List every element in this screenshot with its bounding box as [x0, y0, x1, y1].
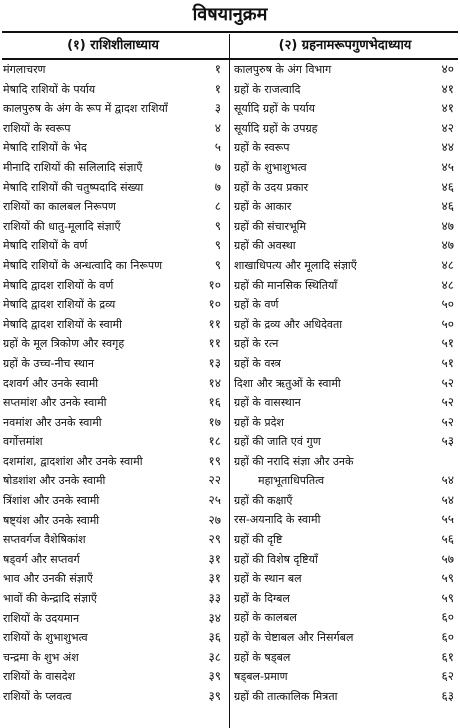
toc-entry-page: ५३	[441, 434, 454, 449]
toc-entry	[234, 589, 456, 609]
toc-entry-page: ५९	[441, 590, 454, 605]
toc-entry-page: ५६	[441, 532, 454, 547]
toc-entry	[3, 648, 223, 668]
toc-entry-title: राशियों के उदयमान	[3, 611, 80, 625]
toc-entry-title: षष्ट्यंश और उनके स्वामी	[3, 513, 100, 527]
toc-entry-page: ५५	[441, 512, 454, 527]
toc-entry	[234, 452, 456, 491]
toc-entry	[3, 511, 223, 531]
toc-entry	[3, 276, 223, 296]
toc-entry-title: ग्रहों की नरादि संज्ञा और उनके	[234, 454, 354, 468]
toc-entry-page: ६०	[441, 630, 454, 645]
toc-entry	[3, 432, 223, 452]
toc-entry-title: ग्रहों के वासस्थान	[234, 396, 301, 410]
toc-entry-title: सूर्यादि ग्रहों के उपग्रह	[234, 121, 318, 135]
toc-entry-page: ५०	[441, 316, 454, 331]
toc-entry	[3, 413, 223, 433]
toc-entry-title: वर्गोत्तमांश	[3, 435, 43, 449]
toc-entry-page: ३९	[208, 669, 221, 684]
toc-entry	[3, 178, 223, 198]
toc-entry	[3, 217, 223, 237]
toc-entry-title: ग्रहों की तात्कालिक मित्रता	[234, 689, 338, 703]
toc-entry	[3, 452, 223, 472]
right-column-heading: (२) ग्रहनामरूपगुणभेदाध्याय	[278, 38, 412, 53]
toc-entry-title: षड्बल-प्रमाण	[234, 670, 288, 684]
toc-entry-title: मेषादि राशियों की चतुष्पदादि संख्या	[3, 180, 144, 194]
toc-entry-title: राशियों का कालबल निरूपण	[3, 200, 116, 214]
toc-entry-page: २९	[208, 532, 221, 547]
toc-entry-title: ग्रहों के प्रदेश	[234, 415, 284, 429]
toc-entry-page: १७	[208, 414, 221, 429]
toc-entry-page: ९	[214, 238, 221, 253]
toc-entry-page: ४१	[441, 101, 454, 116]
toc-entry-title: षोडशांश और उनके स्वामी	[3, 474, 106, 488]
toc-entry-title: ग्रहों के शुभाशुभत्व	[234, 160, 307, 174]
toc-entry	[3, 334, 223, 354]
toc-entry-page: ४७	[441, 238, 454, 253]
toc-entry-page: ५०	[441, 297, 454, 312]
toc-entry-title: ग्रहों की दृष्टि	[234, 533, 283, 547]
toc-entry	[234, 648, 456, 668]
toc-entry-title: मेषादि द्वादश राशियों के वर्ण	[3, 278, 114, 292]
toc-entry-title-continued: महाभूताधिपतित्व	[258, 474, 325, 488]
right-column	[234, 36, 456, 706]
toc-entry	[3, 550, 223, 570]
toc-entry-title: राशियों के स्वरूप	[3, 121, 71, 135]
toc-entry	[234, 80, 456, 100]
toc-entry-page: २५	[208, 493, 221, 508]
toc-entry-title: मीनादि राशियों की सलिलादि संज्ञाएँ	[3, 160, 143, 174]
toc-entry-page: १९	[208, 453, 221, 468]
toc-entry-page: १८	[208, 434, 221, 449]
toc-entry	[3, 569, 223, 589]
toc-entry-page: ८	[214, 199, 221, 214]
toc-entry-page: ३८	[208, 649, 221, 664]
toc-entry-page: ५	[214, 140, 221, 155]
toc-entry	[234, 413, 456, 433]
toc-entry	[234, 432, 456, 452]
toc-entry	[234, 99, 456, 119]
toc-entry-page: ५२	[441, 375, 454, 390]
toc-entry-title: ग्रहों की संचारभूमि	[234, 219, 307, 233]
toc-entry-title: ग्रहों के वस्त्र	[234, 356, 281, 370]
toc-entry-page: ४८	[441, 257, 454, 272]
toc-entry-page: ४२	[441, 120, 454, 135]
toc-entry-page: १०	[208, 277, 221, 292]
toc-entry	[3, 354, 223, 374]
left-column	[3, 36, 223, 707]
toc-entry	[3, 138, 223, 158]
toc-entry-title: राशियों के शुभाशुभत्व	[3, 631, 88, 645]
toc-entry-title: शाखाधिपत्य और मूलादि संज्ञाएँ	[234, 258, 357, 272]
toc-entry-page: ४४	[441, 140, 454, 155]
toc-entry	[234, 510, 456, 530]
toc-entry-title: राशियों के वासदेश	[3, 670, 76, 684]
toc-entry-title: ग्रहों के कालबल	[234, 611, 297, 625]
toc-entry	[234, 393, 456, 413]
toc-entry	[3, 315, 223, 335]
toc-entry-title: नवमांश और उनके स्वामी	[3, 415, 102, 429]
toc-entry-page: ५९	[441, 571, 454, 586]
toc-entry-title: ग्रहों के आकार	[234, 200, 292, 214]
toc-entry-title: ग्रहों के स्वरूप	[234, 141, 290, 155]
toc-entry-title: त्रिंशांश और उनके स्वामी	[3, 494, 100, 508]
toc-entry	[234, 295, 456, 315]
toc-entry	[3, 99, 223, 119]
toc-entry-page: ३९	[208, 689, 221, 703]
toc-entry	[3, 609, 223, 629]
toc-entry-page: ७	[214, 179, 221, 194]
toc-entry-page: १०	[208, 297, 221, 312]
toc-entry-page: ६०	[441, 610, 454, 625]
toc-entry-title: ग्रहों की जाति एवं गुण	[234, 435, 321, 449]
toc-entry-page: ४५	[441, 159, 454, 174]
toc-entry	[234, 315, 456, 335]
toc-entry-page: ५७	[441, 551, 454, 566]
toc-entry-title: भावों की केन्द्रादि संज्ञाएँ	[3, 592, 97, 606]
toc-entry-title: राशियों की धातु-मूलादि संज्ञाएँ	[3, 219, 121, 233]
toc-entry-title: भाव और उनकी संज्ञाएँ	[3, 572, 93, 586]
toc-entry-page: ५४	[441, 473, 454, 488]
toc-entry-page: ३६	[208, 630, 221, 645]
toc-entry	[234, 276, 456, 296]
toc-entry	[234, 667, 456, 687]
toc-entry-title: ग्रहों के उच्च-नीच स्थान	[3, 356, 94, 370]
toc-entry-title: ग्रहों की अवस्था	[234, 239, 296, 253]
toc-entry-page: ३१	[208, 551, 221, 566]
toc-entry-title: रस-अयनादि के स्वामी	[234, 513, 321, 527]
toc-entry	[3, 80, 223, 100]
toc-entry-title: मंगलाचरण	[3, 63, 46, 76]
toc-entry	[3, 393, 223, 413]
toc-entry	[234, 217, 456, 237]
toc-entry	[234, 138, 456, 158]
toc-entry-title: कालपुरुष के अंग विभाग	[234, 63, 332, 76]
toc-entry	[234, 374, 456, 394]
toc-entry-title: ग्रहों के दिग्बल	[234, 591, 290, 605]
toc-entry-title: सूर्यादि ग्रहों के पर्याय	[234, 102, 316, 116]
left-column-heading: (१) राशिशीलाध्याय	[67, 38, 159, 53]
toc-entry-page: ७	[214, 159, 221, 174]
toc-entry	[234, 530, 456, 550]
toc-entry-title: ग्रहों की मानसिक स्थितियाँ	[234, 278, 338, 292]
toc-entry	[234, 256, 456, 276]
toc-entry-title: ग्रहों के रत्न	[234, 337, 279, 351]
toc-entry-title: ग्रहों के वर्ण	[234, 298, 279, 312]
toc-entry-title: मेषादि राशियों के पर्याय	[3, 82, 96, 96]
toc-entry-title: ग्रहों के स्थान बल	[234, 572, 302, 586]
toc-entry-page: ४१	[441, 81, 454, 96]
toc-entry-page: १४	[208, 375, 221, 390]
toc-entry-page: २२	[208, 473, 221, 488]
toc-entry-title: मेषादि राशियों के वर्ण	[3, 239, 88, 253]
toc-entry	[3, 236, 223, 256]
toc-entry	[234, 60, 456, 80]
toc-entry	[3, 628, 223, 648]
toc-entry	[3, 530, 223, 550]
toc-entry-page: ११	[208, 336, 221, 351]
toc-entry-title: मेषादि राशियों के अन्धत्वादि का निरूपण	[3, 258, 163, 272]
toc-entry-title: दशमांश, द्वादशांश और उनके स्वामी	[3, 454, 143, 468]
toc-entry-page: ५२	[441, 414, 454, 429]
toc-entry-page: ५१	[441, 355, 454, 370]
toc-entry-page: ४६	[441, 179, 454, 194]
toc-entry-page: ५१	[441, 336, 454, 351]
toc-entry-page: ४०	[441, 62, 454, 76]
toc-entry-title: मेषादि द्वादश राशियों के स्वामी	[3, 317, 122, 331]
toc-entry-title: ग्रहों के चेष्टाबल और निसर्गबल	[234, 631, 354, 645]
toc-entry-title: ग्रहों के द्रव्य और अधिदेवता	[234, 317, 343, 331]
toc-entry-page: ५४	[441, 492, 454, 507]
toc-entry	[234, 354, 456, 374]
toc-entry-page: ६२	[441, 669, 454, 684]
column-divider	[229, 34, 230, 728]
toc-entry-title: चन्द्रमा के शुभ अंश	[3, 650, 79, 664]
toc-entry-page: ३	[214, 101, 221, 116]
toc-entry	[234, 334, 456, 354]
toc-entry-page: ५२	[441, 395, 454, 410]
toc-entry-page: १३	[208, 355, 221, 370]
toc-entry	[234, 608, 456, 628]
toc-entry	[3, 374, 223, 394]
toc-entry-title: ग्रहों के षड्बल	[234, 650, 291, 664]
page-title: विषयानुक्रम	[192, 4, 268, 25]
toc-entry-title: ग्रहों की विशेष दृष्टियाँ	[234, 552, 318, 566]
toc-entry-title: षड्वर्ग और सप्तवर्ग	[3, 552, 80, 566]
toc-entry	[234, 628, 456, 648]
toc-entry	[3, 256, 223, 276]
toc-entry-title: मेषादि राशियों के भेद	[3, 141, 87, 155]
toc-entry-page: ६३	[441, 688, 454, 703]
toc-entry-title: कालपुरुष के अंग के रूप में द्वादश राशियाँ	[3, 102, 168, 116]
toc-entry	[3, 471, 223, 491]
toc-entry	[234, 197, 456, 217]
toc-entry	[234, 687, 456, 707]
toc-entry	[3, 589, 223, 609]
toc-entry-page: ९	[214, 257, 221, 272]
toc-entry-title: ग्रहों की कक्षाएँ	[234, 493, 293, 507]
toc-entry-page: ४७	[441, 218, 454, 233]
toc-entry	[3, 667, 223, 687]
left-toc-list	[3, 60, 223, 707]
toc-entry	[3, 158, 223, 178]
toc-entry-title: सप्तवर्गज वैशेषिकांश	[3, 533, 86, 547]
toc-entry	[3, 197, 223, 217]
toc-entry	[3, 60, 223, 80]
toc-entry	[3, 687, 223, 707]
toc-entry	[3, 119, 223, 139]
toc-entry-page: १	[214, 62, 221, 76]
toc-entry-title: ग्रहों के मूल त्रिकोण और स्वगृह	[3, 337, 125, 351]
toc-entry	[234, 178, 456, 198]
toc-entry	[3, 295, 223, 315]
toc-entry-title: मेषादि द्वादश राशियों के द्रव्य	[3, 298, 116, 312]
toc-entry-title: राशियों के प्लवत्व	[3, 690, 72, 703]
toc-entry-title: ग्रहों के राजत्वादि	[234, 82, 301, 96]
toc-entry-page: ११	[208, 316, 221, 331]
toc-entry-page: ३१	[208, 571, 221, 586]
toc-entry	[234, 236, 456, 256]
right-toc-list	[234, 60, 456, 706]
toc-entry-title: ग्रहों के उदय प्रकार	[234, 180, 309, 194]
toc-entry-page: ३४	[208, 610, 221, 625]
toc-entry-title: दशवर्ग और उनके स्वामी	[3, 376, 99, 390]
toc-entry-page: ६१	[441, 649, 454, 664]
toc-entry	[234, 158, 456, 178]
toc-entry-title: सप्तमांश और उनके स्वामी	[3, 396, 107, 410]
toc-entry-page: १६	[208, 395, 221, 410]
toc-entry	[234, 119, 456, 139]
toc-entry-title: दिशा और ऋतुओं के स्वामी	[234, 376, 341, 390]
toc-entry	[234, 491, 456, 511]
title-rule	[2, 31, 458, 33]
toc-entry-page: ४८	[441, 277, 454, 292]
toc-entry	[3, 491, 223, 511]
toc-entry-page: ९	[214, 218, 221, 233]
toc-entry-page: १	[214, 81, 221, 96]
toc-entry-page: ४	[214, 120, 221, 135]
toc-entry-page: ३३	[208, 591, 221, 606]
toc-entry-page: ४६	[441, 199, 454, 214]
toc-entry-page: २७	[208, 512, 221, 527]
toc-entry	[234, 569, 456, 589]
toc-entry	[234, 550, 456, 570]
